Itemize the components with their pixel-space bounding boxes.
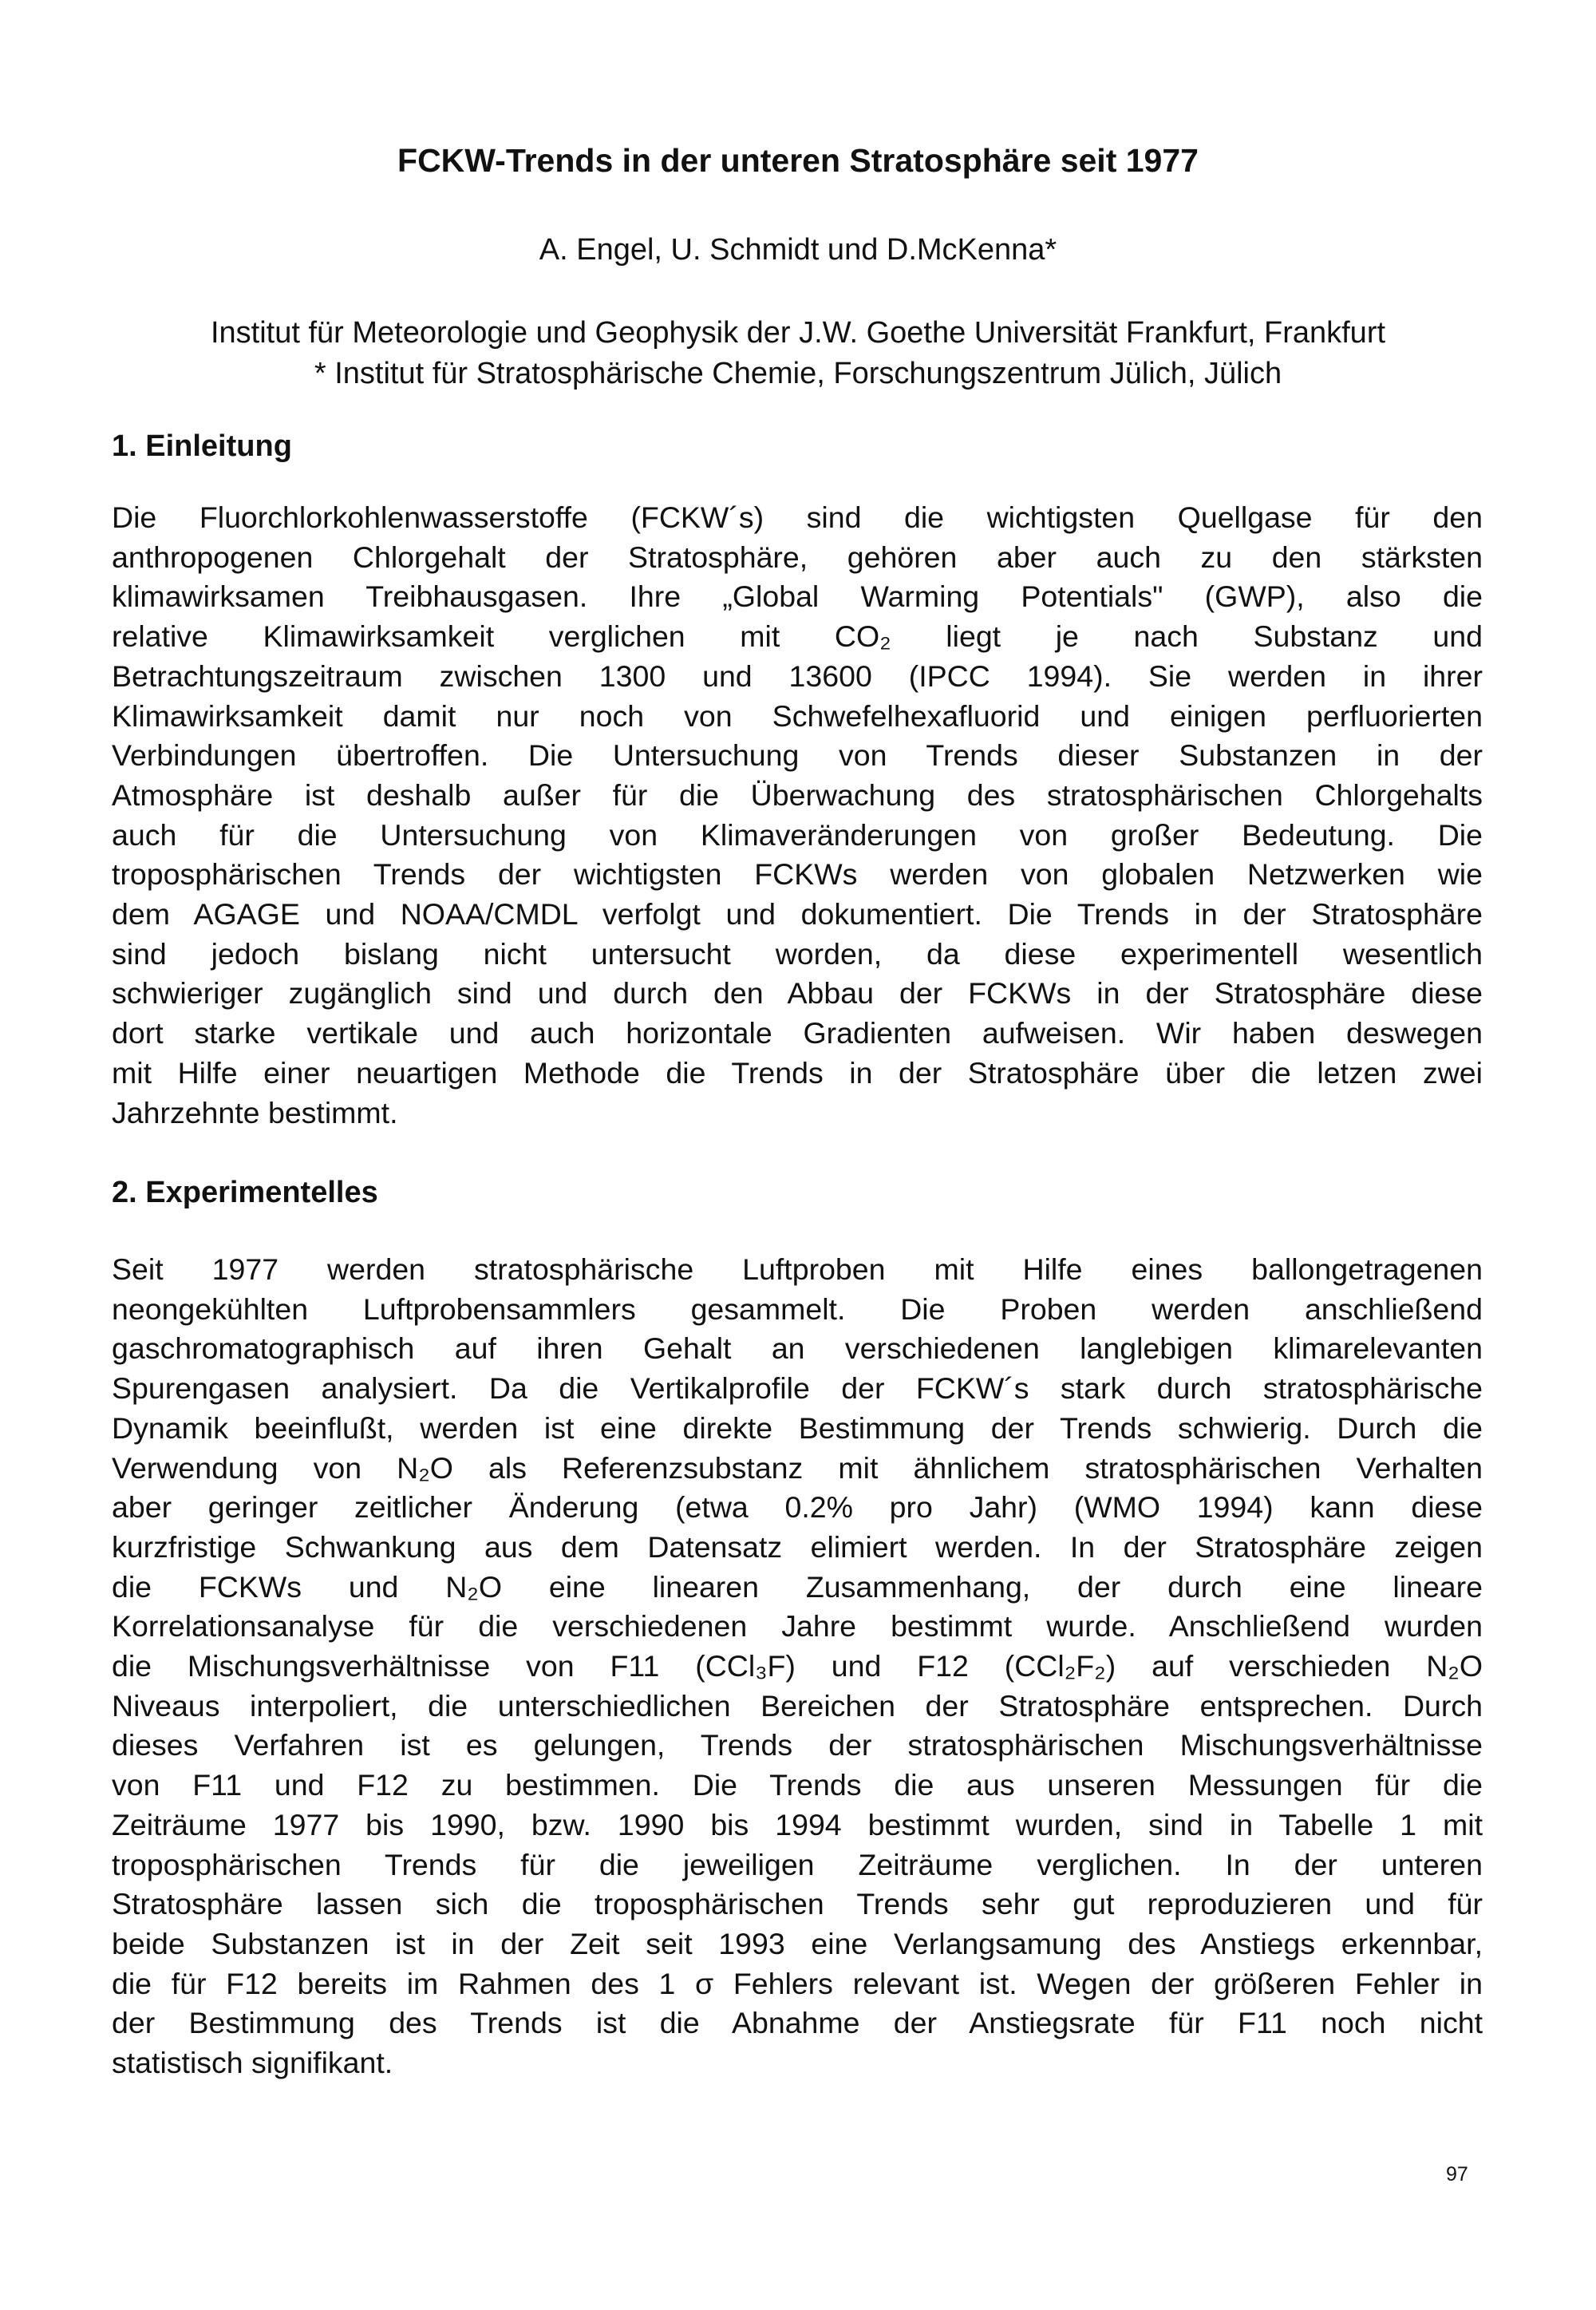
text-line: statistisch signifikant. (112, 2046, 393, 2080)
section-heading-einleitung: 1. Einleitung (112, 429, 292, 463)
text-line: Zeiträume 1977 bis 1990, bzw. 1990 bis 1994 bestimmt wurden, sind in Tabelle 1 mit (112, 1807, 1483, 1841)
text-line: dem AGAGE und NOAA/CMDL verfolgt und dokumentiert. Die Trends in der Stratosphäre (112, 897, 1483, 932)
paragraph-experimentelles (112, 1250, 1483, 2083)
text-line: Dynamik beeinflußt, werden ist eine direkte Bestimmung der Trends schwierig. Durch die (112, 1410, 1483, 1445)
text-line: dieses Verfahren ist es gelungen, Trends der stratosphärischen Mischungsverhältnisse (112, 1728, 1483, 1762)
page-number: 97 (1446, 2163, 1468, 2185)
text-line: relative Klimawirksamkeit verglichen mit CO₂ liegt je nach Substanz und (112, 619, 1483, 654)
text-line: aber geringer zeitlicher Änderung (etwa 0.2% pro Jahr) (WMO 1994) kann diese (112, 1490, 1483, 1525)
text-line: Atmosphäre ist deshalb außer für die Überwachung des stratosphärischen Chlorgehalts (112, 777, 1483, 812)
text-line: neongekühlten Luftprobensammlers gesammelt. Die Proben werden anschließend (112, 1291, 1483, 1326)
text-line: Seit 1977 werden stratosphärische Luftproben mit Hilfe eines ballongetragenen (112, 1252, 1483, 1286)
text-line: Betrachtungszeitraum zwischen 1300 und 13600 (IPCC 1994). Sie werden in ihrer (112, 659, 1483, 693)
text-line: Verbindungen übertroffen. Die Untersuchung von Trends dieser Substanzen in der (112, 738, 1483, 773)
text-line: Spurengasen analysiert. Da die Vertikalprofile der FCKW´s stark durch stratosphärische (112, 1371, 1483, 1406)
text-line: troposphärischen Trends für die jeweiligen Zeiträume verglichen. In der unteren (112, 1847, 1483, 1881)
text-line: dort starke vertikale und auch horizontale Gradienten aufweisen. Wir haben deswegen (112, 1016, 1483, 1050)
affiliations (0, 313, 1596, 394)
text-line: Stratosphäre lassen sich die troposphärischen Trends sehr gut reproduzieren und für (112, 1887, 1483, 1921)
text-line: klimawirksamen Treibhausgasen. Ihre „Global Warming Potentials" (GWP), also die (112, 579, 1483, 614)
text-line: anthropogenen Chlorgehalt der Stratosphäre, gehören aber auch zu den stärksten (112, 540, 1483, 574)
text-line: auch für die Untersuchung von Klimaveränderungen von großer Bedeutung. Die (112, 817, 1483, 852)
text-line: die für F12 bereits im Rahmen des 1 σ Fehlers relevant ist. Wegen der größeren Fehler in (112, 1966, 1483, 2000)
affiliation-2: * Institut für Stratosphärische Chemie, Forschungszentrum Jülich, Jülich (314, 357, 1282, 390)
text-line: Niveaus interpoliert, die unterschiedlichen Bereichen der Stratosphäre entsprechen. Durch (112, 1688, 1483, 1723)
text-line: Die Fluorchlorkohlenwasserstoffe (FCKW´s) sind die wichtigsten Quellgase für den (112, 500, 1483, 534)
text-line: kurzfristige Schwankung aus dem Datensatz elimiert werden. In der Stratosphäre zeigen (112, 1529, 1483, 1564)
text-line: troposphärischen Trends der wichtigsten FCKWs werden von globalen Netzwerken wie (112, 857, 1483, 892)
text-line: die Mischungsverhältnisse von F11 (CCl₃F) und F12 (CCl₂F₂) auf verschieden N₂O (112, 1649, 1483, 1683)
text-line: Verwendung von N₂O als Referenzsubstanz mit ähnlichem stratosphärischen Verhalten (112, 1450, 1483, 1485)
text-line: Korrelationsanalyse für die verschiedenen Jahre bestimmt wurde. Anschließend wurden (112, 1609, 1483, 1644)
text-line: Klimawirksamkeit damit nur noch von Schwefelhexafluorid und einigen perfluorierten (112, 698, 1483, 733)
text-line: der Bestimmung des Trends ist die Abnahme der Anstiegsrate für F11 noch nicht (112, 2006, 1483, 2040)
text-line: von F11 und F12 zu bestimmen. Die Trends die aus unseren Messungen für die (112, 1768, 1483, 1802)
section-heading-experimentelles: 2. Experimentelles (112, 1176, 378, 1209)
affiliation-1: Institut für Meteorologie und Geophysik der J.W. Goethe Universität Frankfurt, Frankfurt (210, 316, 1386, 350)
paragraph-einleitung (112, 498, 1483, 1133)
text-line: gaschromatographisch auf ihren Gehalt an verschiedenen langlebigen klimarelevanten (112, 1331, 1483, 1366)
text-line: Jahrzehnte bestimmt. (112, 1095, 398, 1129)
text-line: schwieriger zugänglich sind und durch den Abbau der FCKWs in der Stratosphäre diese (112, 976, 1483, 1011)
text-line: beide Substanzen ist in der Zeit seit 1993 eine Verlangsamung des Anstiegs erkennbar, (112, 1926, 1483, 1960)
authors: A. Engel, U. Schmidt und D.McKenna* (539, 233, 1057, 267)
text-line: sind jedoch bislang nicht untersucht worden, da diese experimentell wesentlich (112, 936, 1483, 971)
text-line: die FCKWs und N₂O eine linearen Zusammenhang, der durch eine lineare (112, 1569, 1483, 1604)
paper-title: FCKW-Trends in der unteren Stratosphäre seit 1977 (397, 142, 1199, 179)
text-line: mit Hilfe einer neuartigen Methode die Trends in der Stratosphäre über die letzen zwei (112, 1055, 1483, 1090)
